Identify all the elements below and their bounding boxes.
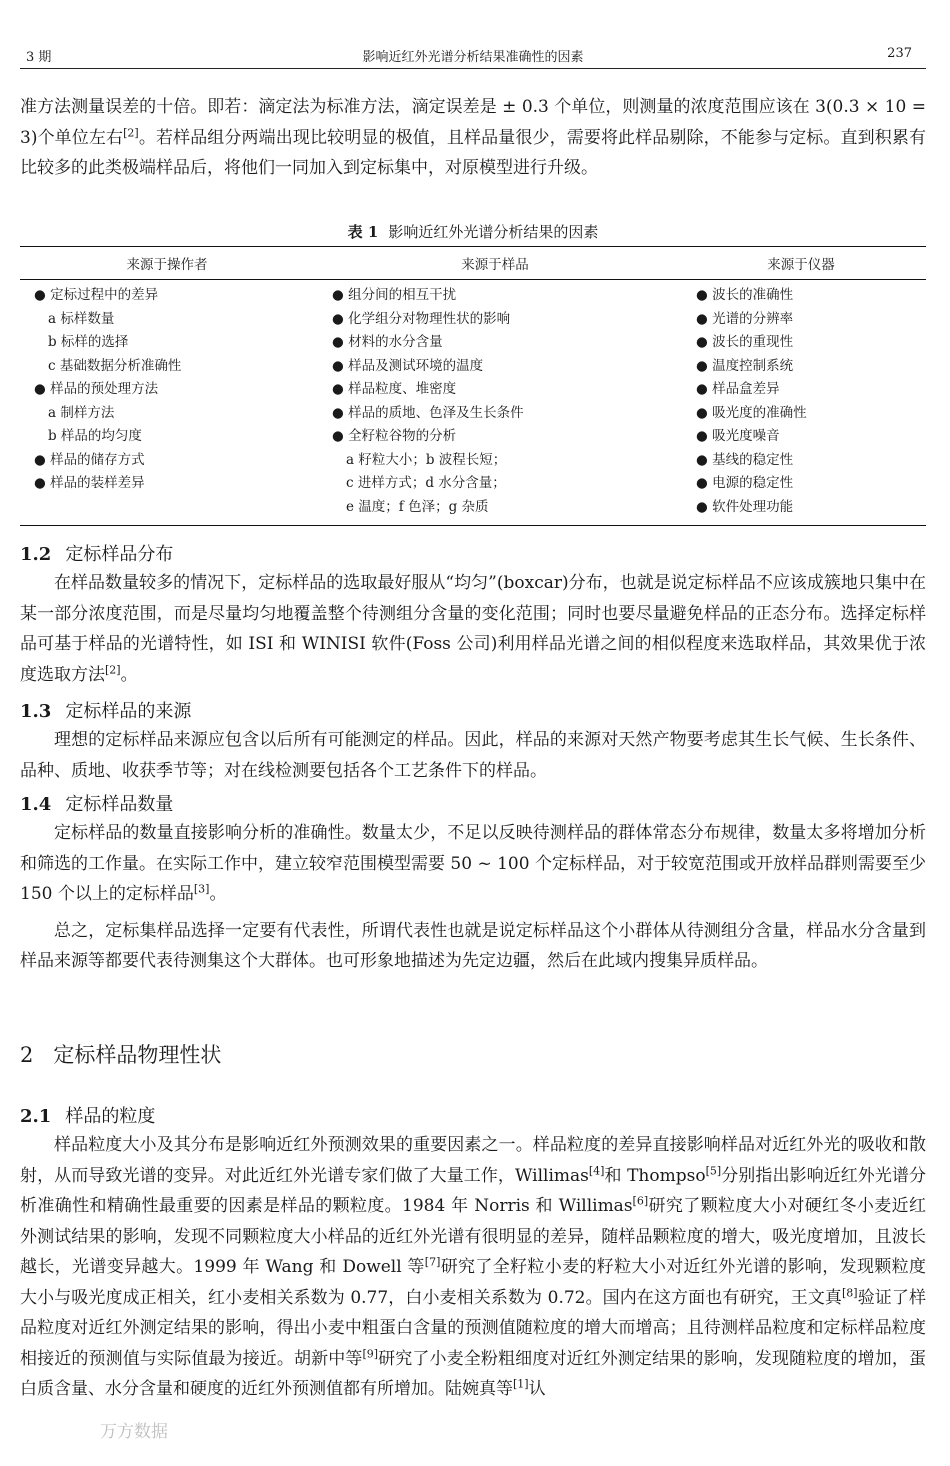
paragraph-text: 研究了全籽粒小麦的籽粒大小对近红外光谱的影响，发现颗粒度大小与吸光度成正相关，红小麦相关系数为 0.77，白小麦相关系数为 0.72。国内在这方面也有研究，王文真 xyxy=(20,1257,926,1308)
section-heading-1-4 xyxy=(20,792,173,818)
paragraph-text: 在样品数量较多的情况下，定标样品的选取最好服从“均匀”(boxcar)分布，也就是说定标样品不应该成簇地只集中在某一部分浓度范围，而是尽量均匀地覆盖整个待测组分含量的变化范围；同时也要尽量避免样品的正态分布。选择定标样品可基于样品的光谱特性，如 ISI 和 WINISI 软件(Foss 公司)利用样品光谱之间的相似程度来选取样品，其效果优于浓度选取方法 xyxy=(20,573,926,685)
instrument-factors-list xyxy=(696,284,925,519)
citation: [6] xyxy=(632,1194,649,1208)
citation: [9] xyxy=(362,1346,379,1360)
sample-factors-list xyxy=(332,284,675,519)
section-title: 定标样品数量 xyxy=(65,794,174,815)
section-1-3-body xyxy=(20,725,926,786)
issue-number: 3 期 xyxy=(26,50,52,65)
watermark: 万方数据 xyxy=(100,1422,168,1442)
table-bullet-item: ● 波长的准确性 xyxy=(696,287,794,303)
citation: [3] xyxy=(193,882,210,896)
table-bullet-item: ● 软件处理功能 xyxy=(696,498,794,515)
table-bullet-item: ● 样品盒差异 xyxy=(696,381,780,397)
operator-factors-list xyxy=(34,284,313,496)
running-header xyxy=(20,46,926,69)
section-number: 1.2 xyxy=(20,544,52,565)
citation: [2] xyxy=(105,662,121,676)
section-heading-2-1 xyxy=(20,1104,155,1130)
intro-paragraph xyxy=(20,92,926,184)
citation: [2] xyxy=(123,125,139,139)
table-bullet-item: ● 化学组分对物理性状的影响 xyxy=(332,310,511,327)
table-sub-item: e 温度；f 色泽；g 杂质 xyxy=(346,498,489,515)
table-label: 表 1 xyxy=(347,223,379,241)
paragraph-text: 研究了颗粒度大小对硬红冬小麦近红外测试结果的影响，发现不同颗粒度大小样品的近红外光谱有很明显的差异，随样品颗粒度的增大，吸光度增加，且波长越长，光谱变异越大。1999 年 Wang 和 Dowell 等 xyxy=(20,1196,926,1277)
page-number: 237 xyxy=(887,46,912,61)
citation: [7] xyxy=(424,1255,441,1269)
section-number: 2 xyxy=(20,1043,34,1067)
paragraph-text: 定标样品的数量直接影响分析的准确性。数量太少，不足以反映待测样品的群体常态分布规律，数量太多将增加分析和筛选的工作量。在实际工作中，建立较窄范围模型需要 50 ~ 100 个定标样品，对于较宽范围或开放样品群则需要至少 150 个以上的定标样品 xyxy=(20,823,926,904)
table-bullet-item: ● 样品及测试环境的温度 xyxy=(332,357,484,374)
table-header-sample: 来源于样品 xyxy=(314,247,676,280)
section-number: 1.4 xyxy=(20,794,52,815)
intro-text-tail: 。若样品组分两端出现比较明显的极值，且样品量很少，需要将此样品剔除，不能参与定标。直到积累有比较多的此类极端样品后，将他们一同加入到定标集中，对原模型进行升级。 xyxy=(20,127,926,178)
section-heading-1-2 xyxy=(20,542,173,568)
paragraph-text: 样品粒度大小及其分布是影响近红外预测效果的重要因素之一。样品粒度的差异直接影响样品对近红外光的吸收和散射，从而导致光谱的变异。对此近红外光谱专家们做了大量工作，Willimas xyxy=(20,1135,926,1186)
paragraph-text-tail: 。 xyxy=(120,664,138,685)
table-body-row xyxy=(20,280,926,526)
journal-article-title: 影响近红外光谱分析结果准确性的因素 xyxy=(362,50,584,65)
section-title: 定标样品分布 xyxy=(65,544,174,565)
table-bullet-item: ● 材料的水分含量 xyxy=(332,334,443,350)
table-bullet-item: ● 样品的储存方式 xyxy=(34,451,145,468)
table-header-instrument: 来源于仪器 xyxy=(676,247,926,280)
citation: [4] xyxy=(588,1163,605,1177)
section-2-1-body xyxy=(20,1130,926,1405)
table-sub-item: b 标样的选择 xyxy=(48,334,129,350)
table-bullet-item: ● 组分间的相互干扰 xyxy=(332,287,457,303)
table-sub-item: a 标样数量 xyxy=(48,310,115,327)
paragraph-text: 认 xyxy=(528,1379,546,1399)
paragraph-text-tail: 。 xyxy=(209,884,227,904)
citation: [5] xyxy=(705,1163,722,1177)
paragraph-text: 验证了样品粒度对近红外测定结果的影响，得出小麦中粗蛋白含量的预测值随粒度的增大而增高；且待测样品粒度和定标样品粒度相接近的预测值与实际值最为接近。胡新中等 xyxy=(20,1287,926,1369)
citation: [8] xyxy=(842,1285,858,1299)
section-number: 2.1 xyxy=(20,1106,52,1127)
section-heading-1-3 xyxy=(20,699,191,725)
table-sub-item: a 籽粒大小；b 波程长短； xyxy=(346,451,507,468)
table-bullet-item: ● 基线的稳定性 xyxy=(696,451,794,468)
table-bullet-item: ● 全籽粒谷物的分析 xyxy=(332,428,457,444)
table-bullet-item: ● 波长的重现性 xyxy=(696,334,794,350)
table-caption xyxy=(20,221,926,242)
table-bullet-item: ● 定标过程中的差异 xyxy=(34,287,159,303)
section-1-4-body xyxy=(20,818,926,977)
paragraph-text: 理想的定标样品来源应包含以后所有可能测定的样品。因此，样品的来源对天然产物要考虑其生长气候、生长条件、品种、质地、收获季节等；对在线检测要包括各个工艺条件下的样品。 xyxy=(20,730,926,781)
table-sub-item: a 制样方法 xyxy=(48,404,115,421)
table-bullet-item: ● 样品的预处理方法 xyxy=(34,381,159,397)
citation: [1] xyxy=(513,1377,529,1391)
table-bullet-item: ● 温度控制系统 xyxy=(696,357,794,374)
table-bullet-item: ● 吸光度的准确性 xyxy=(696,404,807,421)
paragraph-text: 和 Thompso xyxy=(604,1165,706,1186)
table-bullet-item: ● 吸光度噪音 xyxy=(696,428,780,444)
table-bullet-item: ● 光谱的分辨率 xyxy=(696,310,794,327)
table-sub-item: c 基础数据分析准确性 xyxy=(48,357,182,374)
section-title: 定标样品的来源 xyxy=(65,701,192,722)
factors-table xyxy=(20,246,926,526)
section-title: 样品的粒度 xyxy=(65,1106,156,1127)
table-sub-item: c 进样方式；d 水分含量； xyxy=(346,475,506,491)
table-sub-item: b 样品的均匀度 xyxy=(48,428,142,444)
table-header-operator: 来源于操作者 xyxy=(20,247,314,280)
table-bullet-item: ● 样品的质地、色泽及生长条件 xyxy=(332,404,524,421)
paragraph-text: 分别指出影响近红外光谱分析准确性和精确性最重要的因素是样品的颗粒度。1984 年 Norris 和 Willimas xyxy=(20,1165,926,1216)
table-bullet-item: ● 样品的装样差异 xyxy=(34,475,145,491)
intro-text: 准方法测量误差的十倍。即若：滴定法为标准方法，滴定误差是 ± 0.3 个单位，则测量的浓度范围应该在 3(0.3 × 10 = 3)个单位左右 xyxy=(20,97,926,148)
paragraph-text: 研究了小麦全粉粗细度对近红外测定结果的影响，发现随粒度的增加，蛋白质含量、水分含量和硬度的近红外预测值都有所增加。陆婉真等 xyxy=(20,1348,927,1399)
section-title: 定标样品物理性状 xyxy=(53,1043,222,1067)
table-header-row xyxy=(20,247,926,280)
section-number: 1.3 xyxy=(20,701,52,722)
table-bullet-item: ● 电源的稳定性 xyxy=(696,475,794,491)
table-caption-text: 影响近红外光谱分析结果的因素 xyxy=(388,223,599,241)
section-heading-2 xyxy=(20,1040,221,1070)
summary-paragraph: 总之，定标集样品选择一定要有代表性，所谓代表性也就是说定标样品这个小群体从待测组分含量，样品水分含量到样品来源等都要代表待测集这个大群体。也可形象地描述为先定边疆，然后在此域内搜集异质样品。 xyxy=(20,920,926,971)
table-bullet-item: ● 样品粒度、堆密度 xyxy=(332,381,457,397)
section-1-2-body xyxy=(20,568,926,690)
